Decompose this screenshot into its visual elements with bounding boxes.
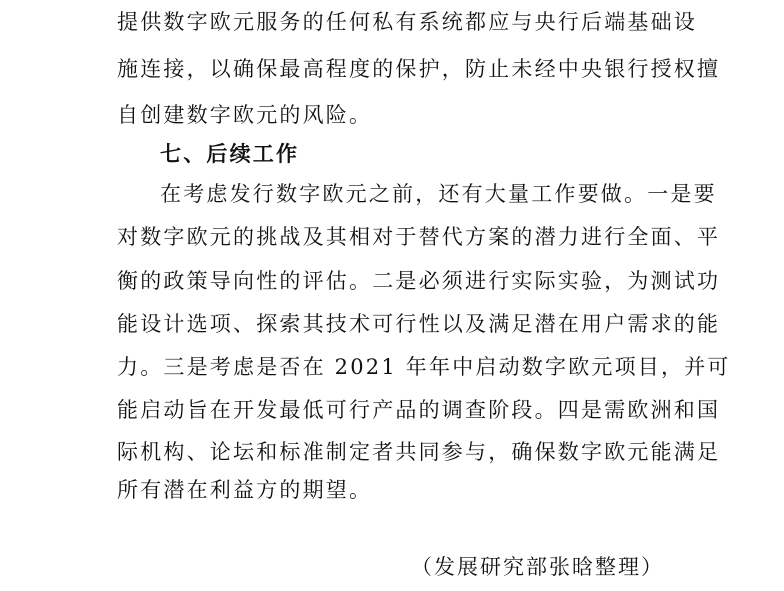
section-heading: 七、后续工作 [160, 142, 300, 166]
paragraph-line: 能启动旨在开发最低可行产品的调查阶段。四是需欧洲和国 [117, 398, 721, 422]
paragraph-line: 施连接，以确保最高程度的保护，防止未经中央银行授权擅 [117, 57, 721, 81]
paragraph-line: 自创建数字欧元的风险。 [117, 103, 373, 127]
paragraph-line: 所有潜在利益方的期望。 [117, 478, 373, 502]
paragraph-line: 在考虑发行数字欧元之前，还有大量工作要做。一是要 [160, 182, 717, 206]
paragraph-line: 对数字欧元的挑战及其相对于替代方案的潜力进行全面、平 [117, 225, 721, 249]
paragraph-line: 际机构、论坛和标准制定者共同参与，确保数字欧元能满足 [117, 440, 721, 464]
paragraph-line: 能设计选项、探索其技术可行性以及满足潜在用户需求的能 [117, 312, 721, 336]
paragraph-line: 提供数字欧元服务的任何私有系统都应与央行后端基础设 [117, 10, 697, 34]
paragraph-line: 力。三是考虑是否在 2021 年年中启动数字欧元项目，并可 [117, 355, 731, 379]
signature-line: （发展研究部张晗整理） [411, 555, 664, 579]
paragraph-line: 衡的政策导向性的评估。二是必须进行实际实验，为测试功 [117, 269, 721, 293]
